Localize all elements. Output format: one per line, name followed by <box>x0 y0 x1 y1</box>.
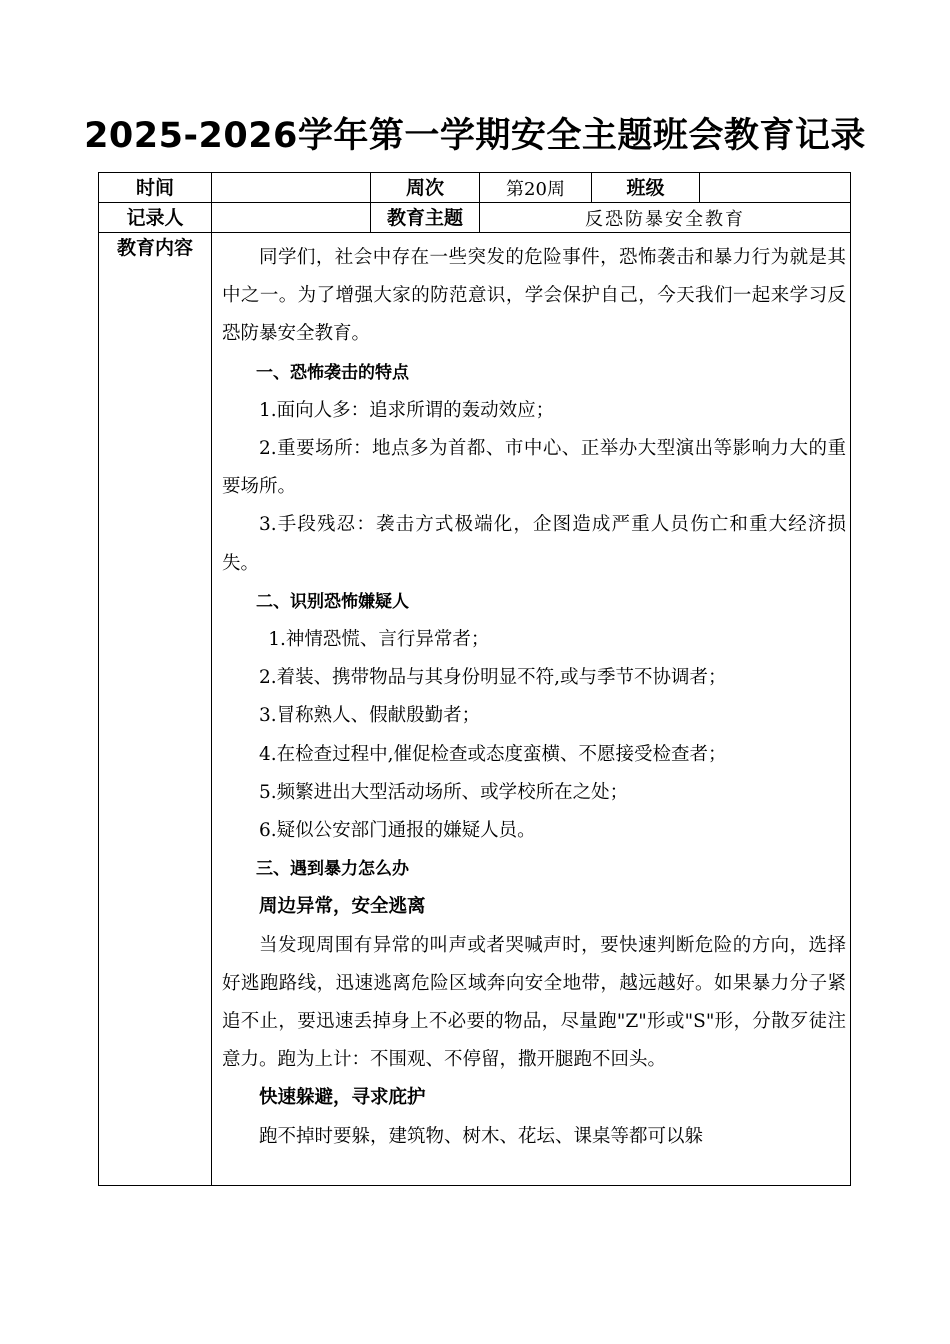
intro-paragraph: 同学们，社会中存在一些突发的危险事件，恐怖袭击和暴力行为就是其中之一。为了增强大家的防范意识，学会保护自己，今天我们一起来学习反恐防暴安全教育。 <box>222 247 846 345</box>
section-1-item-3: 3.手段残忍：袭击方式极端化，企图造成严重人员伤亡和重大经济损失。 <box>222 514 846 574</box>
record-table <box>98 172 851 1186</box>
class-label: 班级 <box>592 173 700 203</box>
subsection-2-heading: 快速躲避，寻求庇护 <box>259 1087 426 1109</box>
week-value: 第20周 <box>480 173 592 203</box>
content-body <box>212 233 850 1185</box>
section-1-heading: 一、恐怖袭击的特点 <box>256 362 409 383</box>
section-3-heading: 三、遇到暴力怎么办 <box>256 859 409 880</box>
section-2-heading: 二、识别恐怖嫌疑人 <box>256 591 409 612</box>
page-title: 2025-2026学年第一学期安全主题班会教育记录 <box>84 116 866 156</box>
recorder-label: 记录人 <box>99 203 212 233</box>
subsection-2-paragraph: 跑不掉时要躲，建筑物、树木、花坛、课桌等都可以躲 <box>259 1125 704 1147</box>
section-2-item-2: 2.着装、携带物品与其身份明显不符,或与季节不协调者； <box>259 667 727 689</box>
subsection-1-heading: 周边异常，安全逃离 <box>259 896 426 918</box>
section-2-item-6: 6.疑似公安部门通报的嫌疑人员。 <box>259 820 536 842</box>
header-row-1 <box>99 173 851 203</box>
header-row-2 <box>99 203 851 233</box>
content-row <box>99 233 851 1186</box>
content-cell <box>212 233 851 1186</box>
section-2-item-4: 4.在检查过程中,催促检查或态度蛮横、不愿接受检查者； <box>259 743 727 765</box>
section-2-item-1: 1.神情恐慌、言行异常者； <box>268 629 490 651</box>
section-2-item-5: 5.频繁进出大型活动场所、或学校所在之处； <box>259 781 629 803</box>
subsection-1-paragraph: 当发现周围有异常的叫声或者哭喊声时，要快速判断危险的方向，选择好逃跑路线，迅速逃离危险区域奔向安全地带，越远越好。如果暴力分子紧追不止，要迅速丢掉身上不必要的物品，尽量跑"Z"形或"S"形，分散歹徒注意力。跑为上计：不围观、不停留，撒开腿跑不回头。 <box>222 934 846 1071</box>
section-2-item-3: 3.冒称熟人、假献殷勤者； <box>259 705 481 727</box>
content-label: 教育内容 <box>99 233 212 1186</box>
recorder-value <box>212 203 371 233</box>
class-value <box>700 173 851 203</box>
section-1-item-2: 2.重要场所：地点多为首都、市中心、正举办大型演出等影响力大的重要场所。 <box>222 438 846 498</box>
theme-value: 反恐防暴安全教育 <box>480 203 851 233</box>
time-label: 时间 <box>99 173 212 203</box>
time-value <box>212 173 371 203</box>
week-label: 周次 <box>371 173 480 203</box>
theme-label: 教育主题 <box>371 203 480 233</box>
section-1-item-1: 1.面向人多：追求所谓的轰动效应； <box>259 399 555 421</box>
